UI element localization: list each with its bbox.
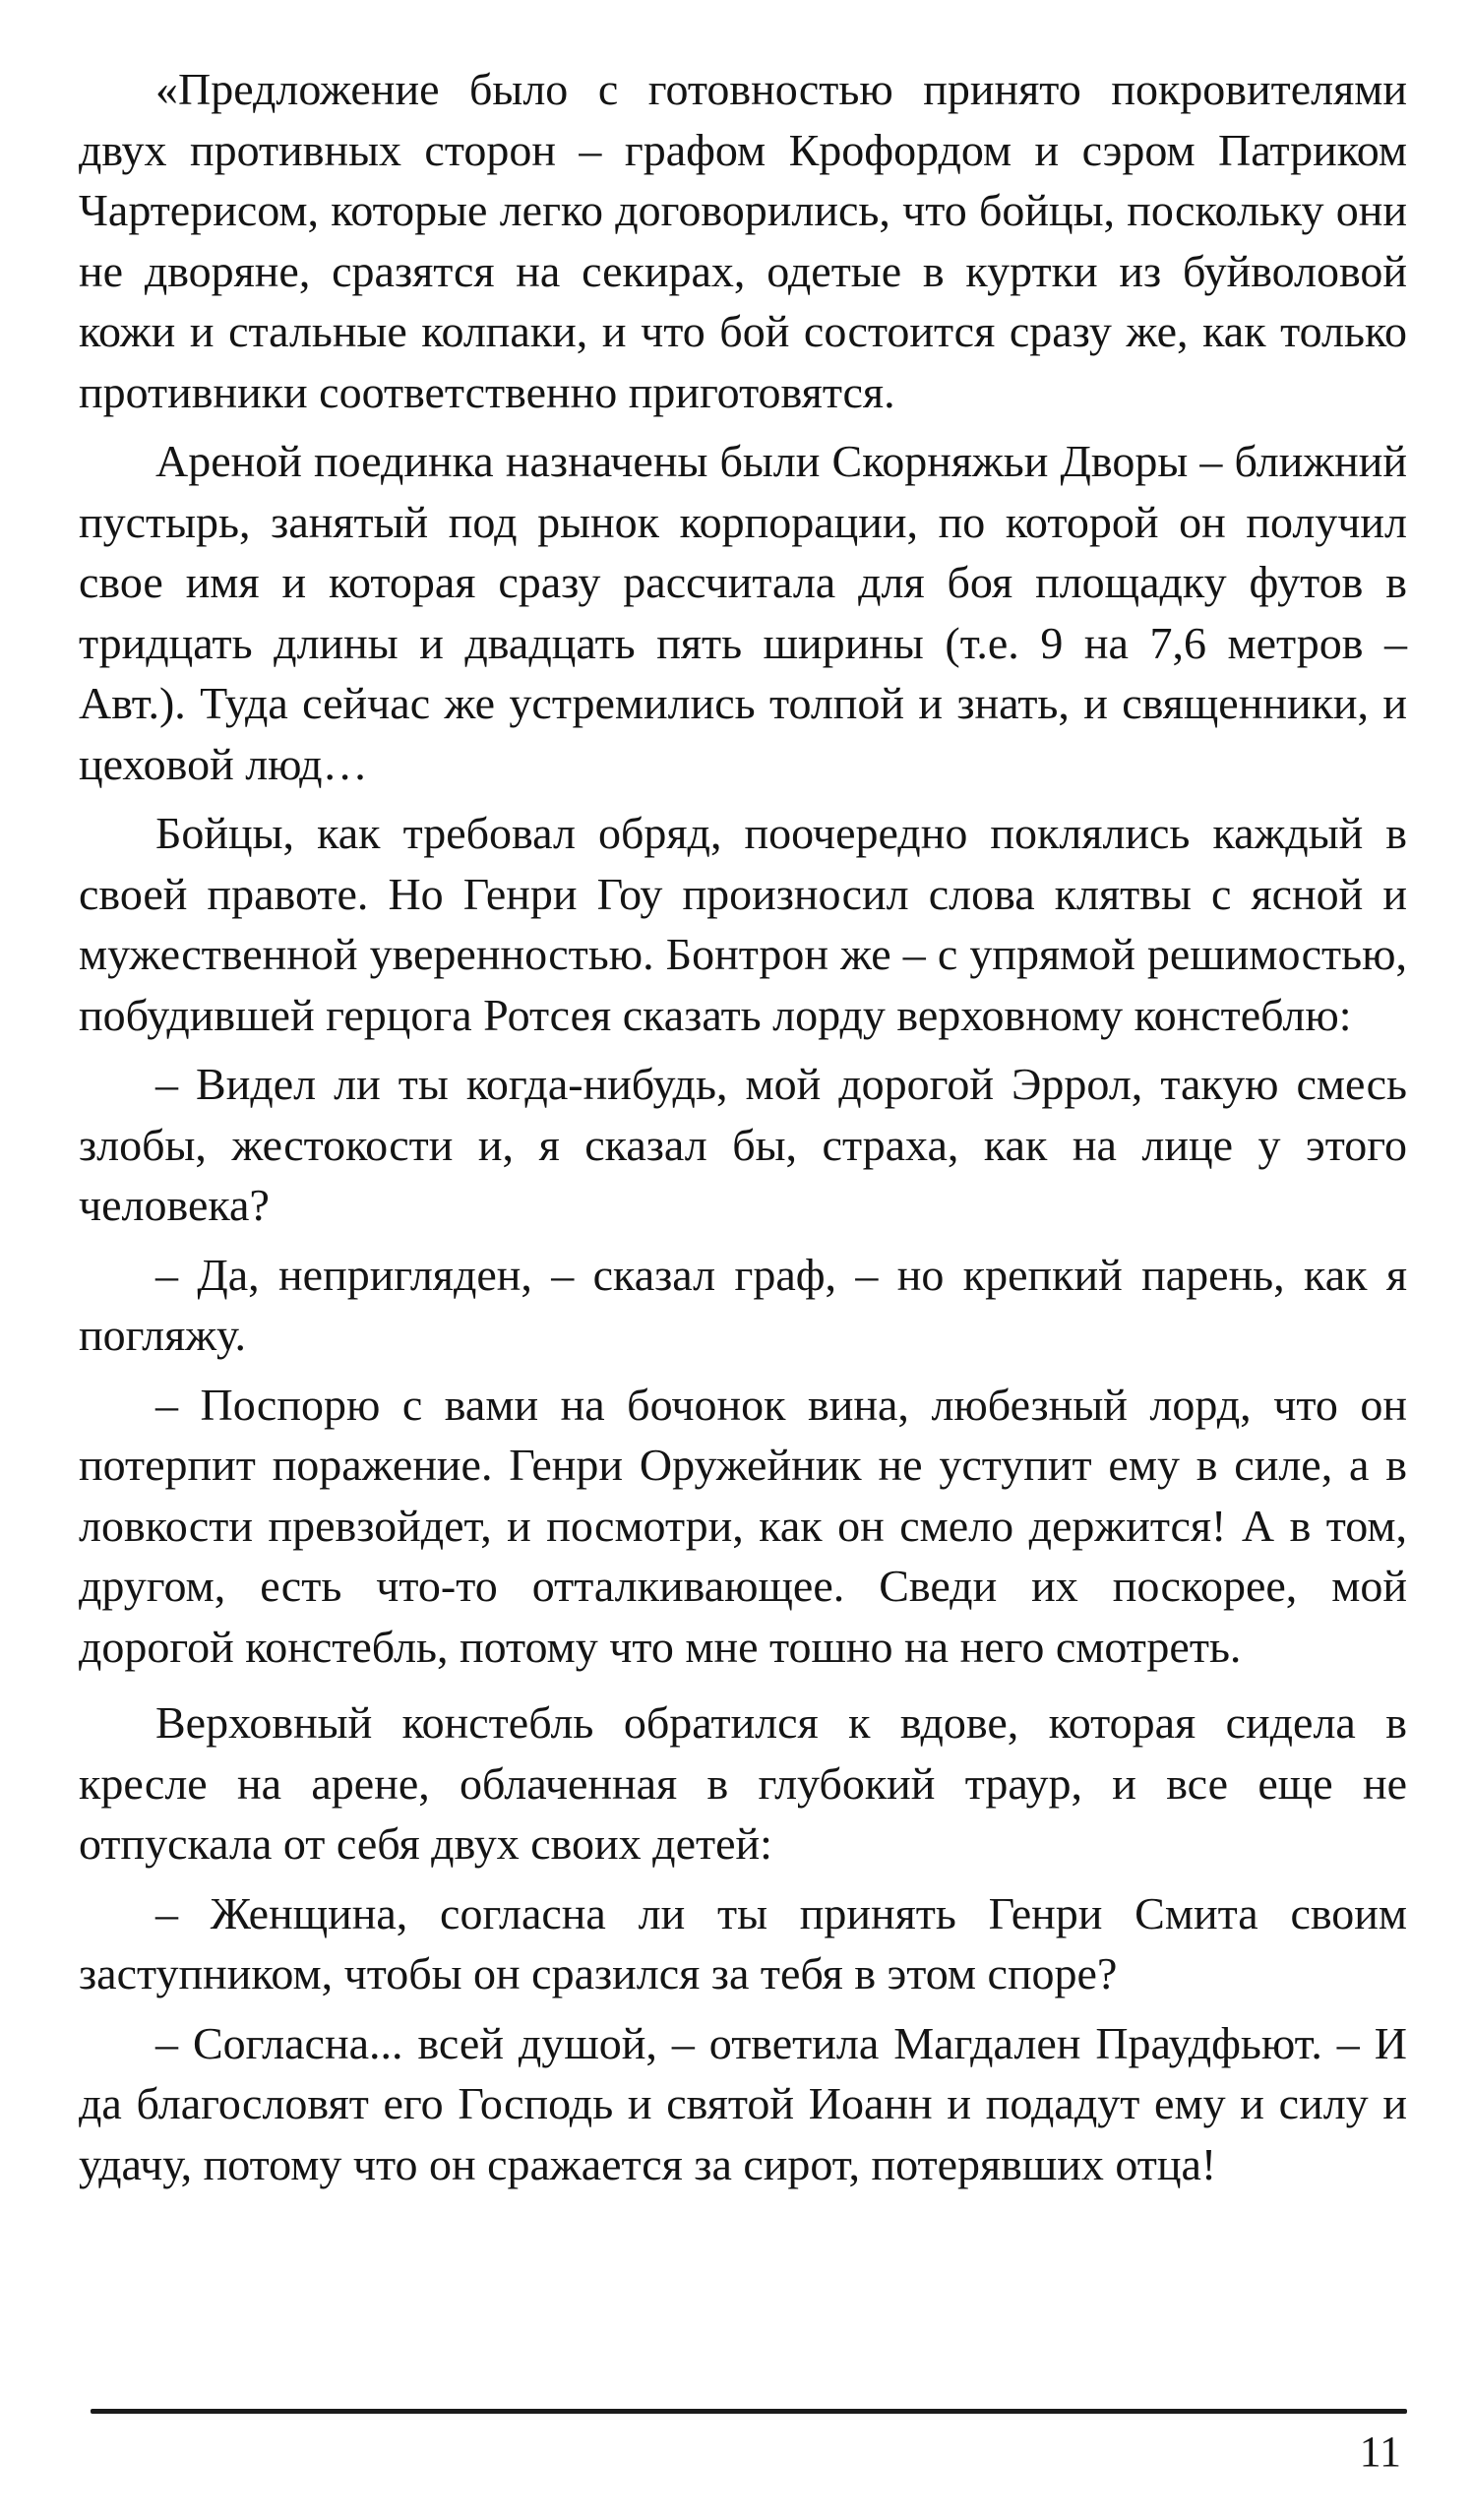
paragraph-7: Верховный констебль обратился к вдове, которая сидела в кресле на арене, облаченная в глубокий траур, и все еще не отпускала от себя двух своих детей: — [79, 1697, 1407, 1869]
paragraph-3: Бойцы, как требовал обряд, поочередно поклялись каждый в своей правоте. Но Генри Гоу произносил слова клятвы с ясной и мужественной уверенностью. Бонтрон же – с упрямой решимостью, побудившей герцога Ротсея сказать лорду верховному констеблю: — [79, 808, 1407, 1040]
paragraph-1: «Предложение было с готовностью принято покровителями двух противных сторон – графом Крофордом и сэром Патриком Чартерисом, которые легко договорились, что бойцы, поскольку они не дворяне, сразятся на секирах, одетые в куртки из буйволовой кожи и стальные колпаки, и что бой состоится сразу же, как только противники соответственно приготовятся. — [79, 64, 1407, 417]
page-number: 11 — [1359, 2428, 1401, 2476]
paragraph-8: – Женщина, согласна ли ты принять Генри Смита своим заступником, чтобы он сразился за тебя в этом споре? — [79, 1887, 1407, 1998]
paragraph-6: – Поспорю с вами на бочонок вина, любезный лорд, что он потерпит поражение. Генри Оружейник не уступит ему в силе, а в ловкости превзойдет, и посмотри, как он смело держится! А в том, другом, есть что-то отталкивающее. Сведи их поскорее, мой дорогой констебль, потому что мне тошно на него смотреть. — [79, 1379, 1407, 1672]
footer-rule — [91, 2409, 1407, 2414]
paragraph-4: – Видел ли ты когда-нибудь, мой дорогой Эррол, такую смесь злобы, жестокости и, я сказал бы, страха, как на лице у этого человека? — [79, 1059, 1407, 1230]
paragraph-2: Ареной поединка назначены были Скорняжьи Дворы – ближний пустырь, занятый под рынок корпорации, по которой он получил свое имя и которая сразу рассчитала для боя площадку футов в тридцать длины и двадцать пять ширины (т.е. 9 на 7,6 метров – Авт.). Туда сейчас же устремились толпой и знать, и священники, и цеховой люд… — [79, 436, 1407, 789]
paragraph-9: – Согласна... всей душой, – ответила Магдален Праудфьют. – И да благословят его Господь и святой Иоанн и подадут ему и силу и удачу, потому что он сражается за сирот, потерявших отца! — [79, 2017, 1407, 2189]
paragraph-5: – Да, непригляден, – сказал граф, – но крепкий парень, как я погляжу. — [79, 1249, 1407, 1360]
page-body — [79, 59, 1407, 2203]
